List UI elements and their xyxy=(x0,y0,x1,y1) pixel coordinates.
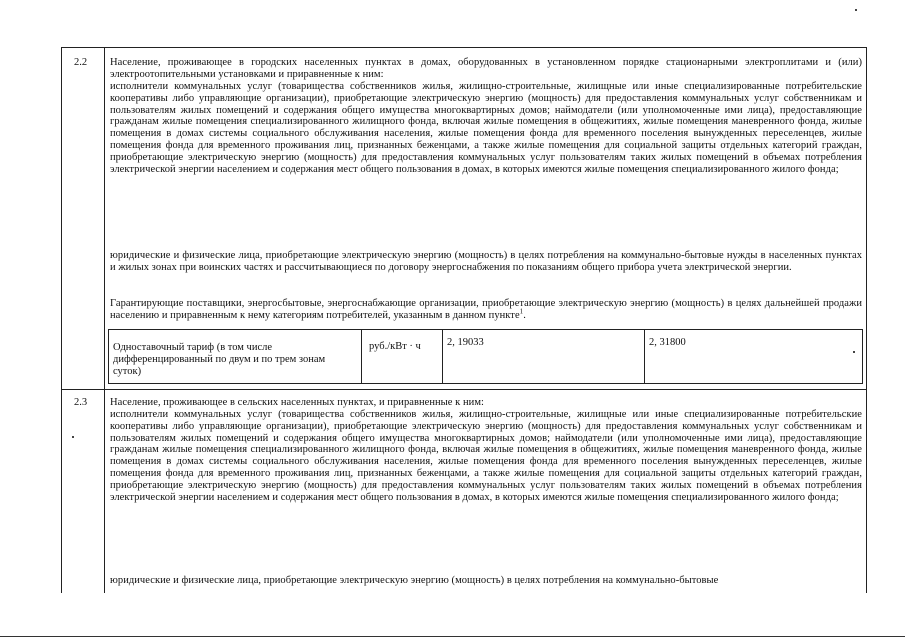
suppliers-text: Гарантирующие поставщики, энергосбытовые, энергоснабжающие организации, приобретающие электрическую энергию (мощность) в целях дальнейшей продажи населению и приравненным к нему категориям потребителей, указанным в данном пункте xyxy=(110,298,862,321)
paragraph-urban-suppliers xyxy=(110,298,862,322)
page-bottom-edge xyxy=(0,636,905,637)
paragraph-urban-heading: Население, проживающее в городских населенных пунктах в домах, оборудованных в установленном порядке стационарными электроплитами и (или) электроотопительными установками и приравненные к ним: xyxy=(110,57,862,80)
footnote-mark: 1 xyxy=(519,307,524,316)
tariff-value2-divider xyxy=(644,329,645,384)
scan-mark-cell xyxy=(853,351,855,353)
tariff-table-left xyxy=(108,329,109,384)
table-left-border xyxy=(61,47,62,593)
row-number: 2.3 xyxy=(74,397,88,408)
paragraph-urban-legal-entities: юридические и физические лица, приобретающие электрическую энергию (мощность) в целях потребления на коммунально-бытовые нужды в населенных пунктах и жилых зонах при воинских частях и рассчитывающиеся по договору энергоснабжения по показаниям общего прибора учета электрической энергии. xyxy=(110,250,862,273)
scan-mark-left xyxy=(72,436,74,438)
tariff-value-2: 2, 31800 xyxy=(649,337,686,348)
tariff-value1-divider xyxy=(442,329,443,384)
table-right-border xyxy=(866,47,867,593)
table-top-border xyxy=(61,47,867,48)
tariff-value-1: 2, 19033 xyxy=(447,337,484,348)
tariff-table-right xyxy=(862,329,863,384)
paragraph-rural-heading: Население, проживающее в сельских населенных пунктах, и приравненные к ним: xyxy=(110,397,485,408)
paragraph-urban-providers: исполнители коммунальных услуг (товарищества собственников жилья, жилищно-строительные, жилищные или иные специализированные потребительские кооперативы либо управляющие организации), приобретающие электрическую энергию (мощность) для предоставления коммунальных услуг собственникам и пользователям жилых помещений и содержания общего имущества многоквартирных домов; наймодатели (или уполномоченные ими лица), предоставляющие гражданам жилые помещения специализированного жилищного фонда, включая жилые помещения в общежитиях, жилые помещения маневренного фонда, жилые помещения в домах системы социального обслуживания населения, жилые помещения фонда для временного поселения вынужденных переселенцев, жилые помещения фонда для временного проживания лиц, признанных беженцами, а также жилые помещения для социальной защиты отдельных категорий граждан, приобретающие электрическую энергию (мощность) для предоставления коммунальных услуг пользователям таких жилых помещений в объемах потребления электрической энергии населением и содержания мест общего пользования в домах, в которых имеются жилые помещения специализированного жилого фонда; xyxy=(110,81,862,175)
tariff-label: Одноставочный тариф (в том числе дифференцированный по двум и по трем зонам суток) xyxy=(113,342,326,377)
tariff-table-top xyxy=(108,329,863,330)
table-number-column-border xyxy=(104,47,105,593)
tariff-unit-divider xyxy=(361,329,362,384)
table-row-divider xyxy=(61,389,867,390)
paragraph-rural-legal-entities: юридические и физические лица, приобретающие электрическую энергию (мощность) в целях потребления на коммунально-бытовые xyxy=(110,575,719,586)
tariff-table-bottom xyxy=(108,383,863,384)
scan-mark-top xyxy=(855,9,857,11)
row-number: 2.2 xyxy=(74,57,88,68)
tariff-unit: руб./кВт · ч xyxy=(369,341,421,352)
paragraph-rural-providers: исполнители коммунальных услуг (товарищества собственников жилья, жилищно-строительные, жилищные или иные специализированные потребительские кооперативы либо управляющие организации), приобретающие электрическую энергию (мощность) для предоставления коммунальных услуг собственникам и пользователям жилых помещений и содержания общего имущества многоквартирных домов; наймодатели (или уполномоченные ими лица), предоставляющие гражданам жилые помещения специализированного жилищного фонда, включая жилые помещения в общежитиях, жилые помещения маневренного фонда, жилые помещения в домах системы социального обслуживания населения, жилые помещения фонда для временного поселения вынужденных переселенцев, жилые помещения фонда для временного проживания лиц, признанных беженцами, а также жилые помещения для социальной защиты отдельных категорий граждан, приобретающие электрическую энергию (мощность) для предоставления коммунальных услуг пользователям таких жилых помещений в объемах потребления электрической энергии населением и содержания мест общего пользования в домах, в которых имеются жилые помещения специализированного жилого фонда; xyxy=(110,409,862,503)
footnote-end: . xyxy=(523,309,526,321)
